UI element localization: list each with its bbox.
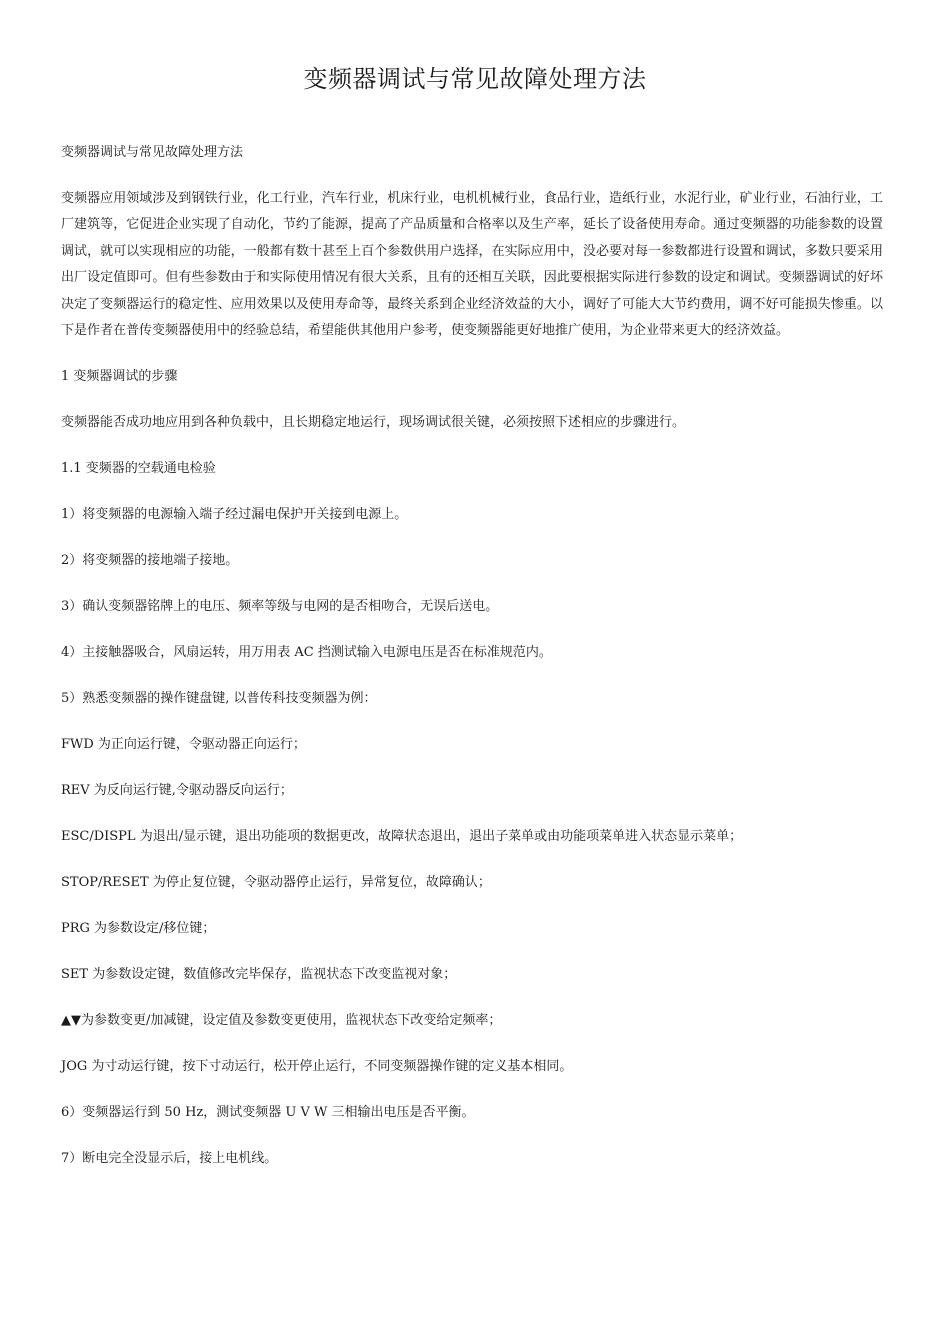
- step-2: 2）将变频器的接地端子接地。: [61, 553, 239, 569]
- section-intro-paragraph: 变频器能否成功地应用到各种负载中，且长期稳定地运行，现场调试很关键，必须按照下述相应的步骤进行。: [61, 415, 686, 431]
- document-title: 变频器调试与常见故障处理方法: [303, 65, 647, 93]
- step-3: 3）确认变频器铭牌上的电压、频率等级与电网的是否相吻合，无误后送电。: [61, 599, 499, 615]
- key-prg: PRG 为参数设定/移位键；: [61, 921, 216, 937]
- step-5: 5）熟悉变频器的操作键盘键, 以普传科技变频器为例：: [61, 691, 377, 707]
- key-rev: REV 为反向运行键,令驱动器反向运行；: [61, 783, 293, 799]
- key-jog: JOG 为寸动运行键，按下寸动运行，松开停止运行，不同变频器操作键的定义基本相同。: [61, 1059, 573, 1075]
- intro-paragraph: 变频器应用领域涉及到钢铁行业，化工行业，汽车行业，机床行业，电机机械行业，食品行业，造纸行业，水泥行业，矿业行业，石油行业，工厂建筑等，它促进企业实现了自动化，节约了能源，提高了产品质量和合格率以及生产率，延长了设备使用寿命。通过变频器的功能参数的设置调试，就可以实现相应的功能，一般都有数十甚至上百个参数供用户选择，在实际应用中，没必要对每一参数都进行设置和调试，多数只要采用出厂设定值即可。但有些参数由于和实际使用情况有很大关系，且有的还相互关联，因此要根据实际进行参数的设定和调试。变频器调试的好坏决定了变频器运行的稳定性、应用效果以及使用寿命等，最终关系到企业经济效益的大小，调好了可能大大节约费用，调不好可能损失惨重。以下是作者在普传变频器使用中的经验总结，希望能供其他用户参考，使变频器能更好地推广使用，为企业带来更大的经济效益。: [61, 191, 883, 339]
- key-fwd: FWD 为正向运行键，令驱动器正向运行；: [61, 737, 306, 753]
- section-heading-1: 1 变频器调试的步骤: [61, 369, 178, 385]
- step-4: 4）主接触器吸合，风扇运转，用万用表 AC 挡测试输入电源电压是否在标准规范内。: [61, 645, 552, 661]
- document-body: [61, 140, 883, 1192]
- key-esc-displ: ESC/DISPL 为退出/显示键，退出功能项的数据更改，故障状态退出，退出子菜单或由功能项菜单进入状态显示菜单；: [61, 829, 743, 845]
- step-6: 6）变频器运行到 50 Hz，测试变频器 U V W 三相输出电压是否平衡。: [61, 1105, 475, 1121]
- key-stop-reset: STOP/RESET 为停止复位键，令驱动器停止运行，异常复位，故障确认；: [61, 875, 491, 891]
- subtitle-paragraph: 变频器调试与常见故障处理方法: [61, 145, 244, 160]
- key-up-down: ▲▼为参数变更/加减键，设定值及参数变更使用，监视状态下改变给定频率；: [61, 1013, 502, 1029]
- key-set: SET 为参数设定键，数值修改完毕保存，监视状态下改变监视对象；: [61, 967, 457, 983]
- step-1: 1）将变频器的电源输入端子经过漏电保护开关接到电源上。: [61, 507, 408, 523]
- step-7: 7）断电完全没显示后，接上电机线。: [61, 1151, 278, 1167]
- subsection-heading-1-1: 1.1 变频器的空载通电检验: [61, 461, 216, 477]
